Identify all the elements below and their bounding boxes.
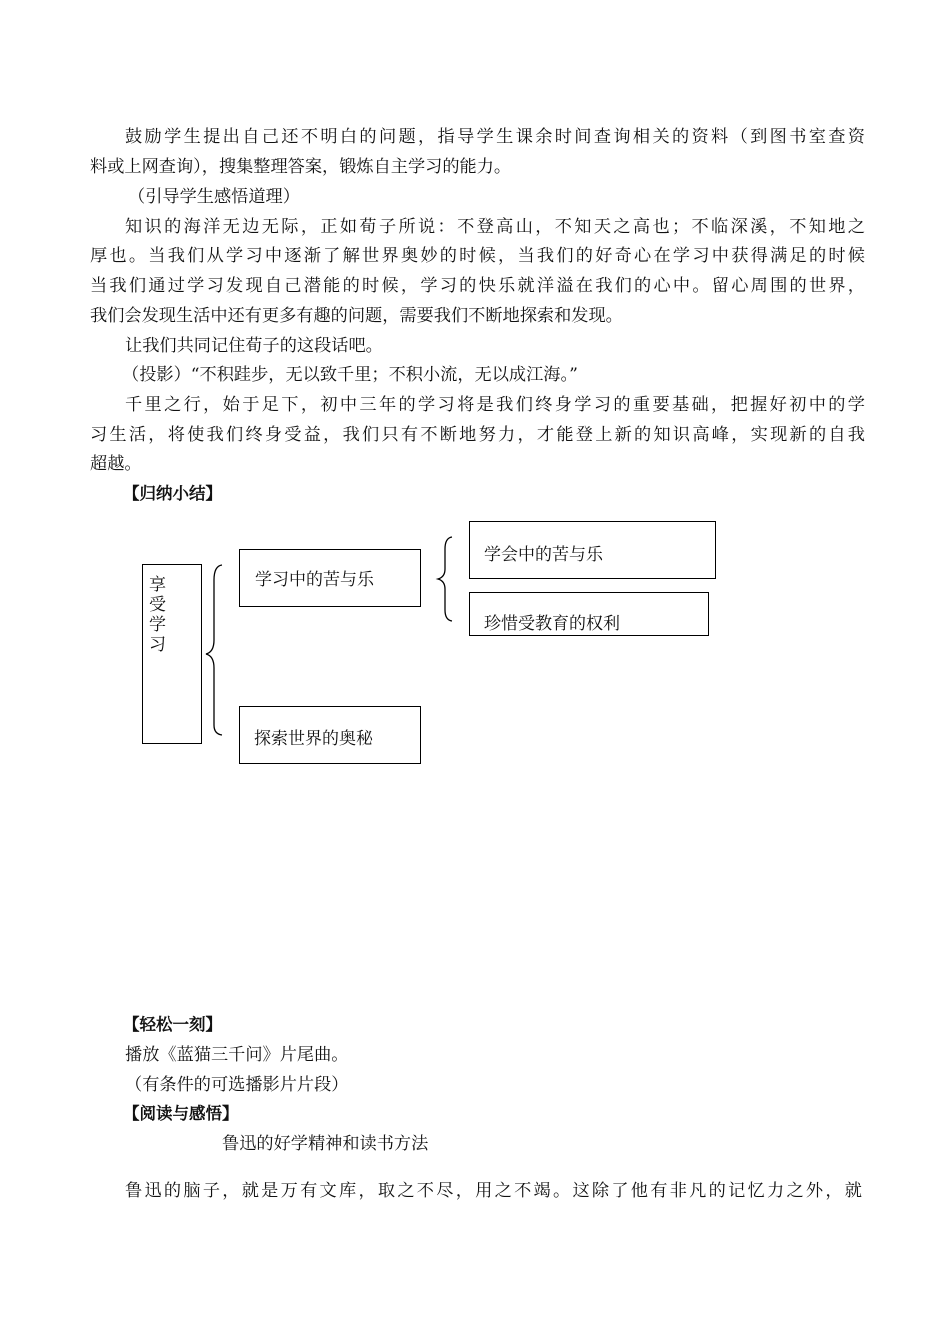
paragraph-line: 超越。 (90, 454, 142, 474)
paragraph-line: （引导学生感悟道理） (128, 187, 300, 207)
branch-label: 探索世界的奥秘 (254, 729, 373, 749)
paragraph-line: 知识的海洋无边无际，正如荀子所说：不登高山，不知天之高也；不临深溪，不知地之 (125, 217, 865, 237)
summary-heading: 【归纳小结】 (123, 484, 222, 503)
paragraph-line: 我们会发现生活中还有更多有趣的问题，需要我们不断地探索和发现。 (90, 306, 623, 326)
right-brace (430, 535, 470, 635)
root-box (142, 564, 202, 744)
paragraph-line: 鼓励学生提出自己还不明白的问题，指导学生课余时间查询相关的资料（到图书室查资 (125, 127, 865, 147)
relax-heading: 【轻松一刻】 (123, 1015, 222, 1034)
relax-line: 播放《蓝猫三千问》片尾曲。 (125, 1045, 349, 1065)
sub-box-hardship (469, 521, 716, 579)
reading-title: 鲁迅的好学精神和读书方法 (222, 1134, 429, 1154)
paragraph-line: 当我们通过学习发现自己潜能的时候，学习的快乐就洋溢在我们的心中。留心周围的世界， (90, 276, 865, 296)
branch-label: 学习中的苦与乐 (255, 570, 374, 590)
branch-box-explore (239, 706, 421, 764)
paragraph-line: 习生活，将使我们终身受益，我们只有不断地努力，才能登上新的知识高峰，实现新的自我 (90, 425, 865, 445)
paragraph-line: （投影）“不积跬步，无以致千里；不积小流，无以成江海。” (122, 365, 578, 385)
paragraph-line: 千里之行，始于足下，初中三年的学习将是我们终身学习的重要基础，把握好初中的学 (125, 395, 865, 415)
sub-label: 学会中的苦与乐 (484, 545, 603, 565)
branch-box-hardship (239, 549, 421, 607)
sub-box-rights (469, 592, 709, 636)
reading-heading: 【阅读与感悟】 (123, 1104, 239, 1123)
root-label: 享受学习 (149, 575, 166, 655)
paragraph-line: 让我们共同记住荀子的这段话吧。 (125, 336, 383, 356)
sub-label: 珍惜受教育的权利 (484, 614, 620, 634)
paragraph-line: 厚也。当我们从学习中逐渐了解世界奥妙的时候，当我们的好奇心在学习中获得满足的时候 (90, 246, 865, 266)
reading-body-line: 鲁迅的脑子，就是万有文库，取之不尽，用之不竭。这除了他有非凡的记忆力之外，就 (125, 1181, 862, 1201)
relax-line: （有条件的可选播影片片段） (125, 1075, 349, 1095)
paragraph-line: 料或上网查询），搜集整理答案，锻炼自主学习的能力。 (90, 157, 512, 177)
left-brace (200, 560, 240, 740)
